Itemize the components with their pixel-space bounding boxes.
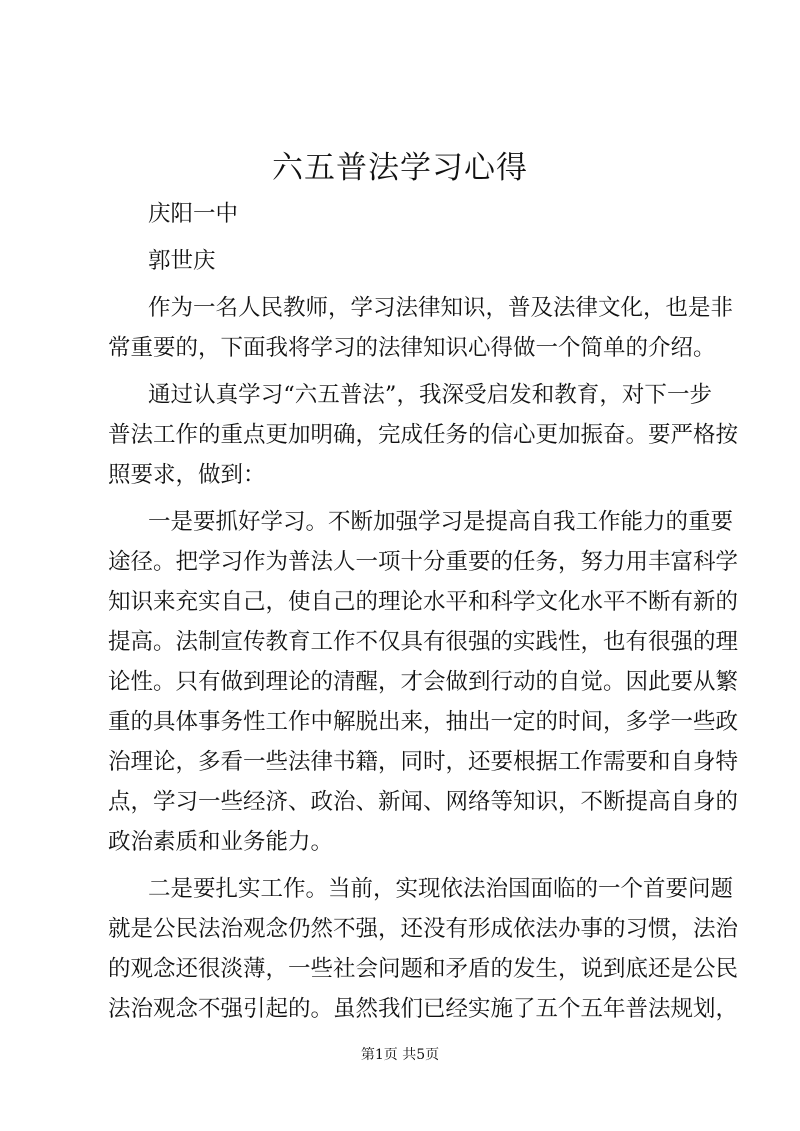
paragraph-line: 治理论，多看一些法律书籍，同时，还要根据工作需要和自身特	[108, 749, 739, 775]
document-body	[108, 194, 739, 1036]
page-footer: 第1页 共5页	[360, 1047, 440, 1063]
paragraph	[108, 288, 734, 368]
paragraph-line: 通过认真学习“六五普法”，我深受启发和教育，对下一步	[148, 382, 712, 408]
paragraph-line: 就是公民法治观念仍然不强，还没有形成依法办事的习惯，法治	[108, 916, 739, 942]
paragraph-line: 一是要抓好学习。不断加强学习是提高自我工作能力的重要	[148, 509, 734, 535]
paragraph-line: 点，学习一些经济、政治、新闻、网络等知识，不断提高自身的	[108, 789, 739, 815]
paragraph	[108, 502, 739, 862]
document-title: 六五普法学习心得	[272, 150, 528, 186]
paragraph-line: 论性。只有做到理论的清醒，才会做到行动的自觉。因此要从繁	[108, 669, 739, 695]
paragraph-line: 作为一名人民教师，学习法律知识，普及法律文化，也是非	[148, 295, 734, 321]
paragraph-line: 知识来充实自己，使自己的理论水平和科学文化水平不断有新的	[108, 589, 739, 615]
paragraph-line: 政治素质和业务能力。	[108, 829, 334, 855]
paragraph-line: 的观念还很淡薄，一些社会问题和矛盾的发生，说到底还是公民	[108, 956, 739, 982]
paragraph-line: 途径。把学习作为普法人一项十分重要的任务，努力用丰富科学	[108, 549, 739, 575]
paragraph-line: 照要求，做到：	[108, 462, 266, 488]
paragraph-line: 法治观念不强引起的。虽然我们已经实施了五个五年普法规划，	[108, 996, 739, 1022]
paragraph-line: 二是要扎实工作。当前，实现依法治国面临的一个首要问题	[148, 876, 734, 902]
paragraph-line: 普法工作的重点更加明确，完成任务的信心更加振奋。要严格按	[108, 422, 739, 448]
author-name: 郭世庆	[148, 248, 216, 274]
paragraph	[108, 869, 739, 1029]
paragraph-line: 重的具体事务性工作中解脱出来，抽出一定的时间，多学一些政	[108, 709, 739, 735]
paragraph-line: 常重要的，下面我将学习的法律知识心得做一个简单的介绍。	[108, 335, 716, 361]
paragraph	[108, 375, 739, 495]
paragraphs	[108, 288, 739, 1029]
school-name: 庆阳一中	[148, 201, 239, 227]
paragraph-line: 提高。法制宣传教育工作不仅具有很强的实践性，也有很强的理	[108, 629, 739, 655]
